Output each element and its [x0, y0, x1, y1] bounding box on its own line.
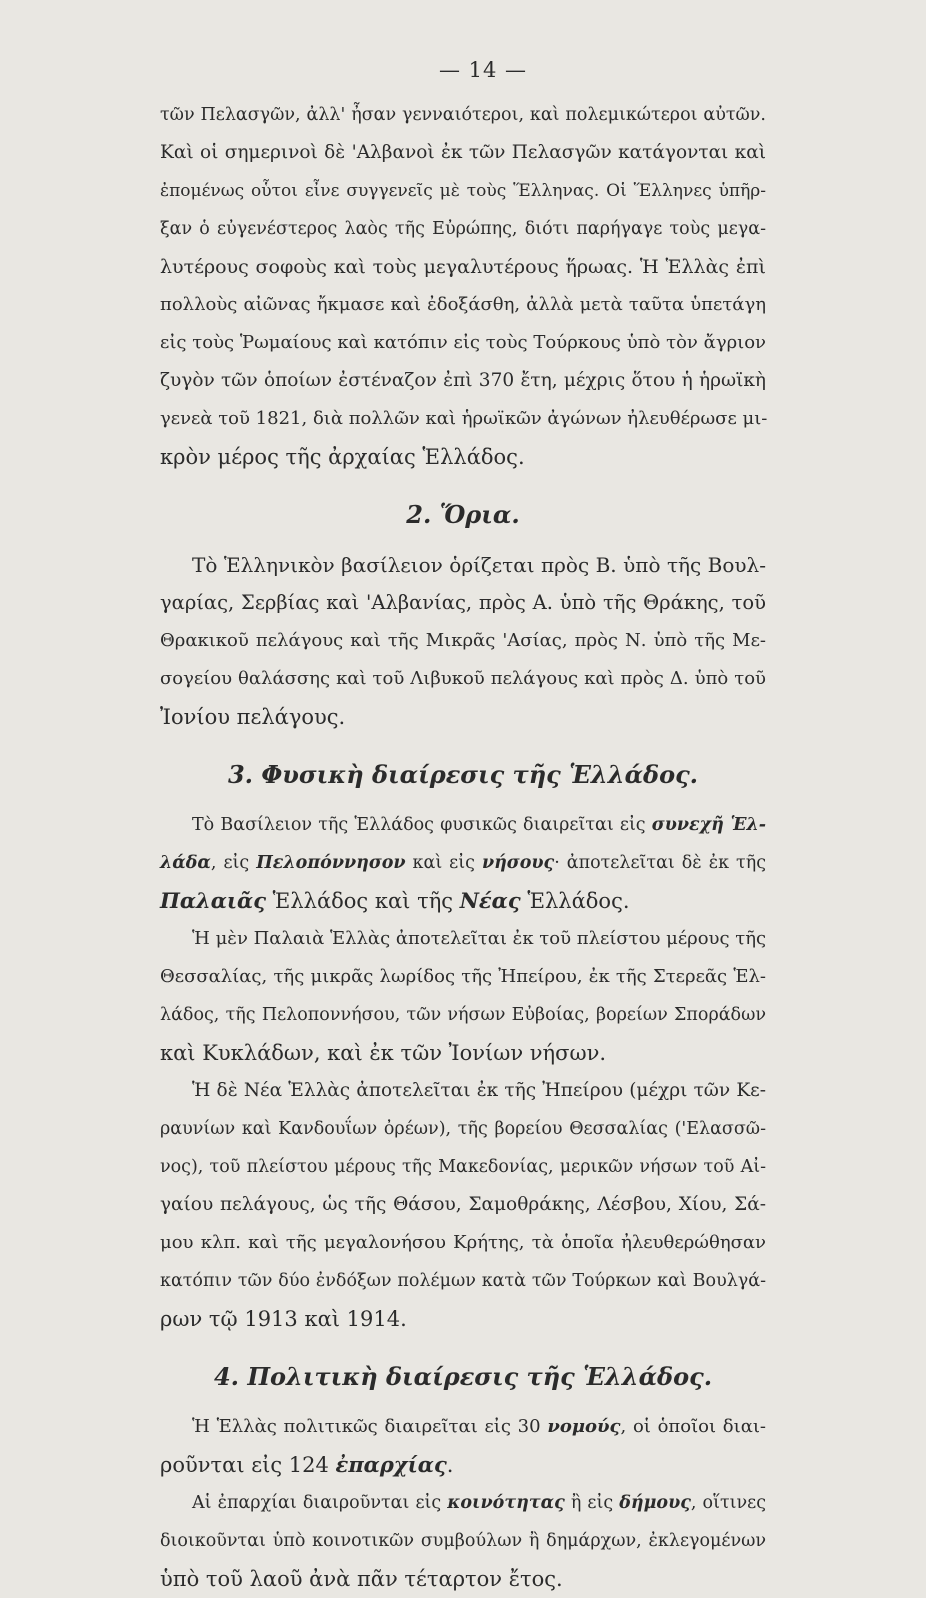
emphasis-term: Παλαιᾶς [160, 888, 266, 913]
text-line: ἐπομένως οὗτοι εἶνε συγγενεῖς μὲ τοὺς Ἕλληνας. Οἱ Ἕλληνες ὑπῆρ- [160, 181, 766, 201]
emphasis-term: νομούς [547, 1416, 621, 1437]
text-line [160, 1484, 766, 1522]
text-run: . [446, 1453, 454, 1477]
text-line: ρων τῷ 1913 καὶ 1914. [160, 1307, 407, 1331]
text-line: Καὶ οἱ σημερινοὶ δὲ 'Αλβανοὶ ἐκ τῶν Πελασγῶν κατάγονται καὶ [160, 142, 766, 163]
emphasis-term: λάδα [160, 853, 211, 873]
text-run: Ἑλλάδος καὶ τῆς [266, 889, 460, 913]
text-run: , οἱ ὁποῖοι διαι- [620, 1416, 766, 1437]
text-line [160, 806, 766, 844]
text-line: λυτέρους σοφοὺς καὶ τοὺς μεγαλυτέρους ἥρωας. Ἡ Ἑλλὰς ἐπὶ [160, 256, 766, 278]
text-line: Ἡ δὲ Νέα Ἑλλὰς ἀποτελεῖται ἐκ τῆς Ἠπείρου (μέχρι τῶν Κε- [192, 1080, 766, 1101]
text-line: γαίου πελάγους, ὡς τῆς Θάσου, Σαμοθράκης, Λέσβου, Χίου, Σά- [160, 1194, 766, 1215]
text-line [160, 882, 766, 920]
text-run: Ἡ Ἑλλὰς πολιτικῶς διαιρεῖται εἰς 30 [192, 1416, 548, 1437]
text-line: Θεσσαλίας, τῆς μικρᾶς λωρίδος τῆς Ἠπείρου, ἐκ τῆς Στερεᾶς Ἑλ- [160, 966, 766, 987]
text-line: κρὸν μέρος τῆς ἀρχαίας Ἑλλάδος. [160, 445, 525, 469]
text-line [160, 844, 766, 882]
text-line: ὑπὸ τοῦ λαοῦ ἀνὰ πᾶν τέταρτον ἔτος. [160, 1567, 563, 1591]
section-3-paragraph-1 [160, 806, 766, 920]
text-run: ἢ εἰς [564, 1493, 620, 1513]
text-line: καὶ Κυκλάδων, καὶ ἐκ τῶν Ἰονίων νήσων. [160, 1041, 607, 1065]
text-run: Τὸ Βασίλειον τῆς Ἑλλάδος φυσικῶς διαιρεῖται εἰς [192, 815, 652, 835]
text-line [160, 1446, 766, 1484]
section-2-heading: 2. Ὅρια. [406, 500, 520, 529]
emphasis-term: Πελοπόννησον [256, 853, 406, 873]
text-line: διοικοῦνται ὑπὸ κοινοτικῶν συμβούλων ἢ δημάρχων, ἐκλεγομένων [160, 1531, 766, 1551]
text-line [160, 1408, 766, 1446]
text-run: , οἵτινες [690, 1493, 767, 1513]
text-run: Αἱ ἐπαρχίαι διαιροῦνται εἰς [192, 1493, 448, 1513]
text-line: γενεὰ τοῦ 1821, διὰ πολλῶν καὶ ἡρωϊκῶν ἀγώνων ἠλευθέρωσε μι- [160, 408, 768, 429]
text-run: , εἰς [210, 853, 257, 873]
section-4-paragraph-1 [160, 1408, 766, 1484]
section-4-paragraph-2 [160, 1484, 766, 1598]
text-line: τῶν Πελασγῶν, ἀλλ' ἦσαν γενναιότεροι, καὶ πολεμικώτεροι αὐτῶν. [160, 105, 766, 125]
text-line: Ἡ μὲν Παλαιὰ Ἑλλὰς ἀποτελεῖται ἐκ τοῦ πλείστου μέρους τῆς [192, 928, 767, 949]
text-line: μου κλπ. καὶ τῆς μεγαλονήσου Κρήτης, τὰ ὁποῖα ἠλευθερώθησαν [160, 1232, 766, 1253]
text-line: πολλοὺς αἰῶνας ἤκμασε καὶ ἐδοξάσθη, ἀλλὰ μετὰ ταῦτα ὑπετάγη [160, 294, 766, 315]
emphasis-term: συνεχῆ Ἑλ- [651, 815, 766, 835]
text-line: λάδος, τῆς Πελοποννήσου, τῶν νήσων Εὐβοίας, βορείων Σποράδων [160, 1005, 766, 1025]
text-line: εἰς τοὺς Ῥωμαίους καὶ κατόπιν εἰς τοὺς Τούρκους ὑπὸ τὸν ἄγριον [160, 332, 766, 353]
text-line: κατόπιν τῶν δύο ἐνδόξων πολέμων κατὰ τῶν Τούρκων καὶ Βουλγά- [160, 1271, 766, 1291]
section-2-paragraph [160, 546, 766, 736]
text-line: σογείου θαλάσσης καὶ τοῦ Λιβυκοῦ πελάγους καὶ πρὸς Δ. ὑπὸ τοῦ [160, 668, 766, 689]
emphasis-term: ἐπαρχίας [335, 1452, 447, 1477]
text-line: ζυγὸν τῶν ὁποίων ἐστέναζον ἐπὶ 370 ἔτη, μέχρις ὅτου ἡ ἡρωϊκὴ [160, 370, 766, 391]
section-3-heading: 3. Φυσικὴ διαίρεσις τῆς Ἑλλάδος. [227, 760, 699, 789]
emphasis-term: νήσους [481, 853, 555, 873]
text-run: ροῦνται εἰς 124 [160, 1453, 336, 1477]
section-4-heading: 4. Πολιτικὴ διαίρεσις τῆς Ἑλλάδος. [213, 1362, 713, 1391]
emphasis-term: κοινότητας [447, 1493, 565, 1513]
text-line: Ἰονίου πελάγους. [160, 705, 346, 729]
text-line: Θρακικοῦ πελάγους καὶ τῆς Μικρᾶς 'Ασίας, πρὸς Ν. ὑπὸ τῆς Με- [160, 630, 766, 651]
section-3-paragraph-2 [160, 920, 766, 1072]
section-3-paragraph-3 [160, 1072, 766, 1338]
text-line: Τὸ Ἑλληνικὸν βασίλειον ὁρίζεται πρὸς Β. ὑπὸ τῆς Βουλ- [192, 553, 766, 577]
text-run: Ἑλλάδος. [520, 889, 630, 913]
text-line: ραυνίων καὶ Κανδουΐων ὀρέων), τῆς βορείου Θεσσαλίας ('Ελασσῶ- [160, 1119, 766, 1139]
emphasis-term: δήμους [619, 1493, 691, 1513]
page-number: — 14 — [438, 58, 528, 82]
text-line: ξαν ὁ εὐγενέστερος λαὸς τῆς Εὐρώπης, διότι παρήγαγε τοὺς μεγα- [160, 219, 766, 239]
text-line: νος), τοῦ πλείστου μέρους τῆς Μακεδονίας, μερικῶν νήσων τοῦ Αἰ- [160, 1157, 766, 1177]
text-run: καὶ εἰς [405, 853, 482, 873]
section-1-paragraph [160, 96, 766, 476]
emphasis-term: Νέας [459, 888, 521, 913]
text-line: γαρίας, Σερβίας καὶ 'Αλβανίας, πρὸς Α. ὑπὸ τῆς Θράκης, τοῦ [160, 591, 766, 614]
text-run: · ἀποτελεῖται δὲ ἐκ τῆς [554, 853, 766, 873]
